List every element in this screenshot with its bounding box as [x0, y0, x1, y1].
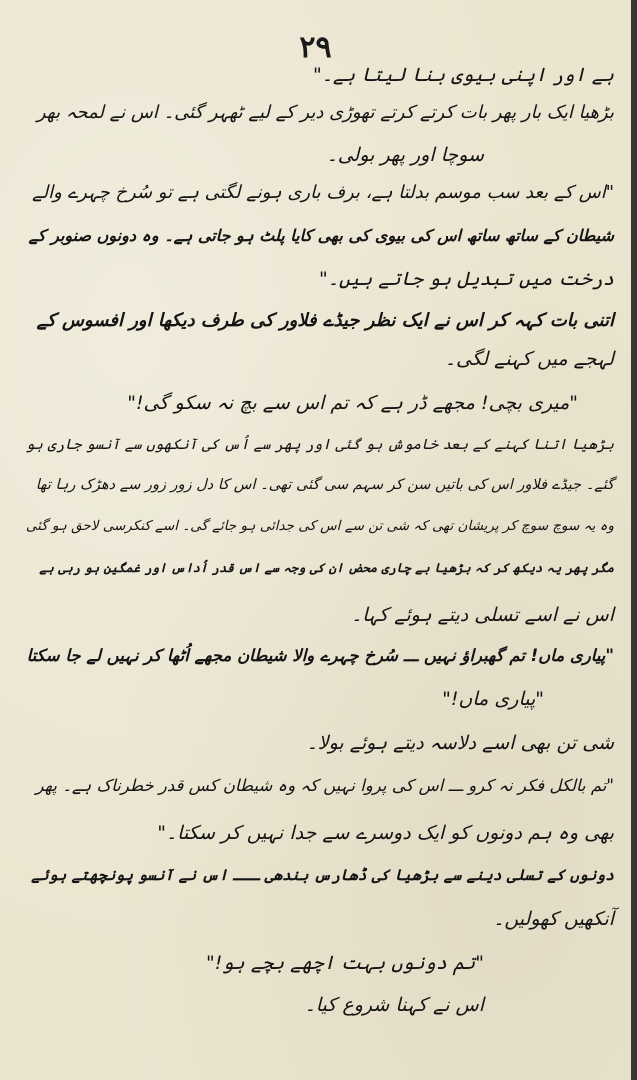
text-line: مگر پھر یہ دیکھ کر کہ بڑھیا بے چاری محض ان کی وجہ سے اس قدر اُداس اور غمگین ہو رہی ہے: [39, 560, 614, 575]
text-line: "اس کے بعد سب موسم بدلتا ہے، برف باری ہونے لگتی ہے تو سُرخ چہرے والے: [32, 182, 614, 203]
text-line: لہجے میں کہنے لگی۔: [444, 348, 614, 370]
text-line: "تم بالکل فکر نہ کرو ـــ اس کی پروا نہیں کہ وہ شیطان کس قدر خطرناک ہے۔ پھر: [35, 776, 614, 795]
text-line: اس نے کہنا شروع کیا۔: [304, 994, 484, 1016]
text-line: "میری بچی! مجھے ڈر ہے کہ تم اس سے بچ نہ سکو گی!": [127, 392, 578, 414]
text-line: گئے۔ جیڈے فلاور اس کی باتیں سن کر سہم سی گئی تھی۔ اس کا دل زور زور سے دھڑک رہا تھا: [35, 477, 614, 493]
text-line: آنکھیں کھولیں۔: [493, 908, 614, 930]
text-line: شیطان کے ساتھ ساتھ اس کی بیوی کی بھی کایا پلٹ ہو جاتی ہے۔ وہ دونوں صنوبر کے: [28, 226, 614, 245]
text-line: اتنی بات کہہ کر اس نے ایک نظر جیڈے فلاور کی طرف دیکھا اور افسوس کے: [36, 310, 614, 331]
text-line: ہے اور اپنی بیوی بنا لیتا ہے۔": [312, 64, 614, 86]
text-line: بھی وہ ہم دونوں کو ایک دوسرے سے جدا نہیں کر سکتا۔": [157, 822, 614, 844]
text-line: "پیاری ماں!": [442, 688, 544, 710]
text-line: "تم دونوں بہت اچھے بچے ہو!": [206, 952, 484, 974]
text-line: بڑھیا اتنا کہنے کے بعد خاموش ہو گئی اور پھر سے اُس کی آنکھوں سے آنسو جاری ہو: [25, 437, 614, 453]
text-line: درخت میں تبدیل ہو جاتے ہیں۔": [319, 268, 614, 290]
text-line: سوچا اور پھر بولی۔: [326, 144, 484, 166]
text-line: دونوں کے تسلی دینے سے بڑھیا کی ڈھارس بندھی ـــ اس نے آنسو پونچھتے ہوئے: [31, 866, 614, 884]
text-line: اس نے اسے تسلی دیتے ہوئے کہا۔: [351, 604, 614, 626]
text-line: "پیاری ماں! تم گھبراؤ نہیں ـــ سُرخ چہرے والا شیطان مجھے اُٹھا کر نہیں لے جا سکتا: [26, 646, 614, 665]
page-number: ۲۹: [299, 30, 332, 65]
text-line: بڑھیا ایک بار پھر بات کرتے کرتے تھوڑی دیر کے لیے ٹھہر گئی۔ اس نے لمحہ بھر: [36, 102, 614, 123]
text-line: وہ یہ سوچ سوچ کر پریشان تھی کہ شی تن سے اس کی جدائی ہو جائے گی۔ اسے کنکرسی لاحق ہو گئی: [25, 518, 614, 534]
text-line: شی تن بھی اسے دلاسہ دیتے ہوئے بولا۔: [306, 732, 614, 754]
